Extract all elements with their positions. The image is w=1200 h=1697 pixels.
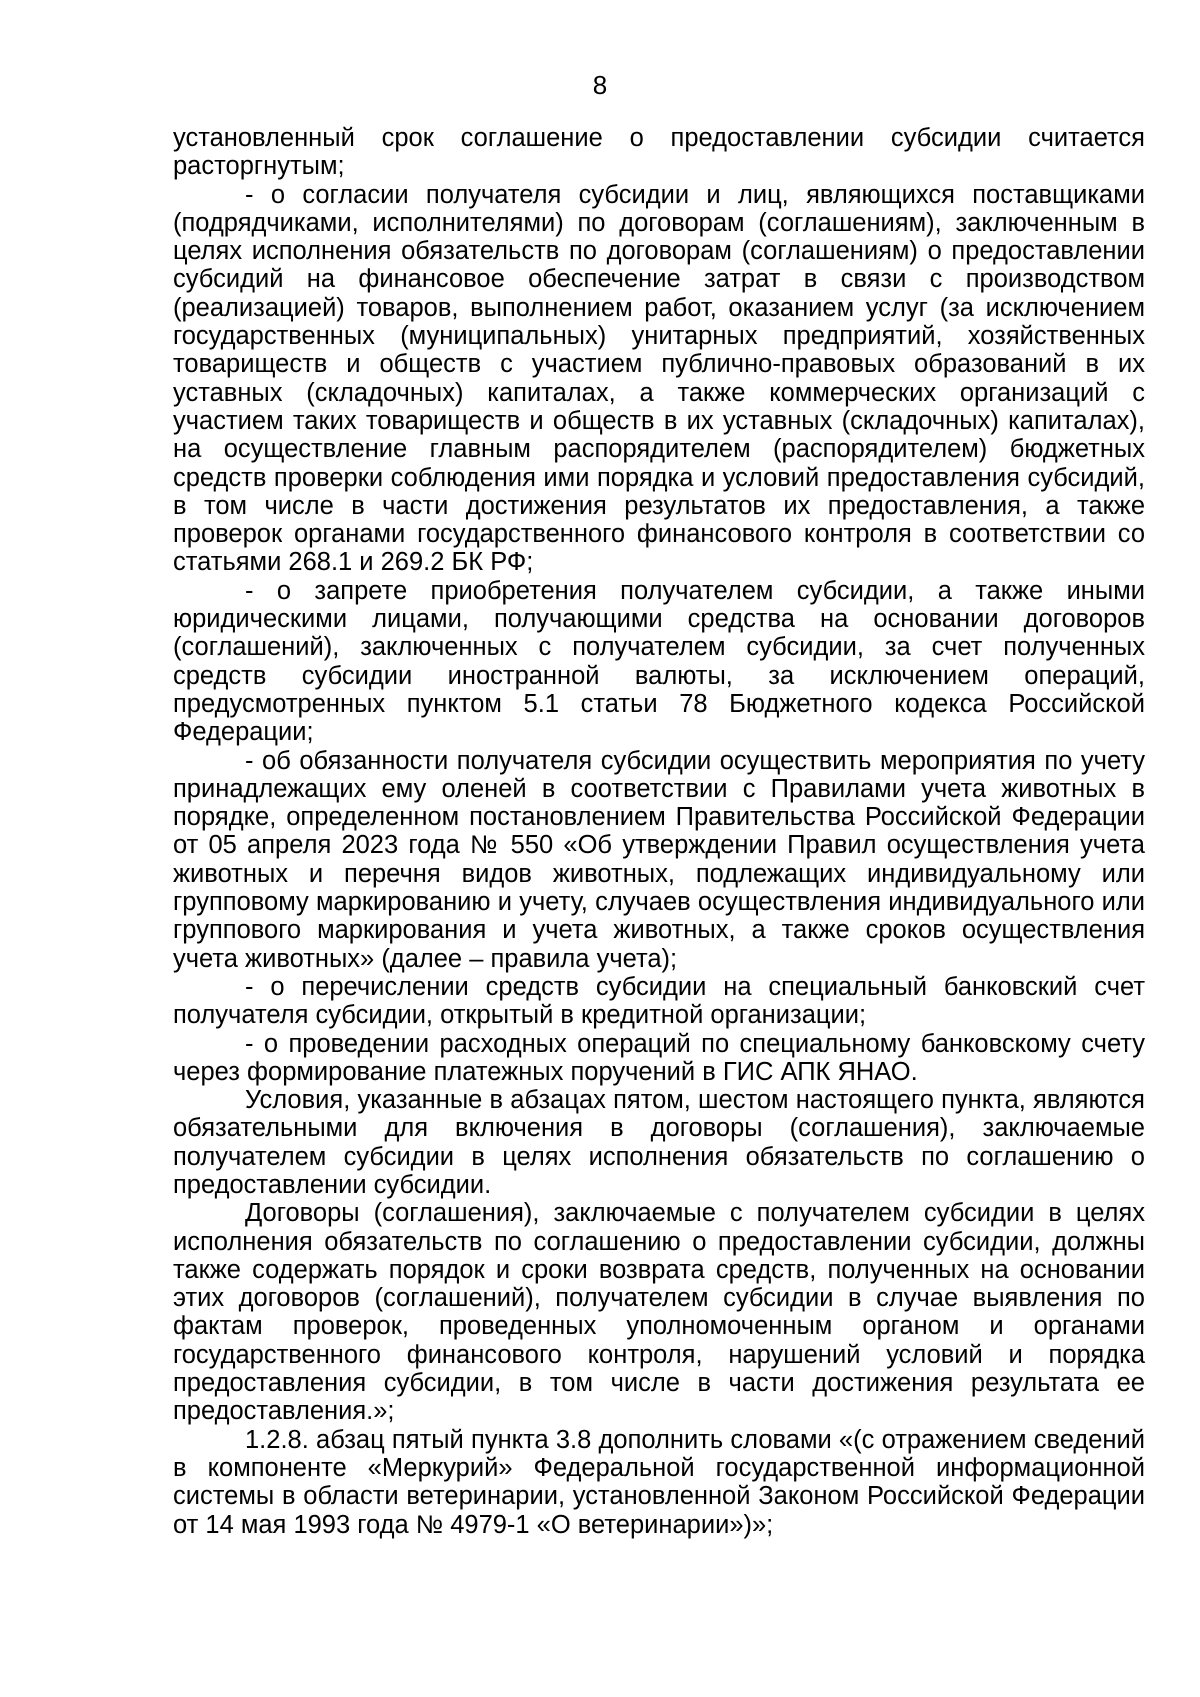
paragraph-contracts-refund: Договоры (соглашения), заключаемые с получателем субсидии в целях исполнения обязательств по соглашению о предоставлении субсидии, должны также содержать порядок и сроки возврата средств, полученных на основании этих договоров (соглашений), получателем субсидии в случае выявления по фактам проверок, проведенных уполномоченным органом и органами государственного финансового контроля, нарушений условий и порядка предоставления субсидии, в том числе в части достижения результата ее предоставления.»; xyxy=(173,1199,1145,1426)
paragraph-mandatory-conditions: Условия, указанные в абзацах пятом, шестом настоящего пункта, являются обязательными для включения в договоры (соглашения), заключаемые получателем субсидии в целях исполнения обязательств по соглашению о предоставлении субсидии. xyxy=(173,1086,1145,1199)
paragraph-animal-accounting: - об обязанности получателя субсидии осуществить мероприятия по учету принадлежащих ему оленей в соответствии с Правилами учета животных в порядке, определенном постановлением Правительства Российской Федерации от 05 апреля 2023 года № 550 «Об утверждении Правил осуществления учета животных и перечня видов животных, подлежащих индивидуальному или групповому маркированию и учету, случаев осуществления индивидуального или группового маркирования и учета животных, а также сроков осуществления учета животных» (далее – правила учета); xyxy=(173,746,1145,973)
paragraph-currency-prohibition: - о запрете приобретения получателем субсидии, а также иными юридическими лицами, получающими средства на основании договоров (соглашений), заключенных с получателем субсидии, за счет полученных средств субсидии иностранной валюты, за исключением операций, предусмотренных пунктом 5.1 статьи 78 Бюджетного кодекса Российской Федерации; xyxy=(173,576,1145,747)
paragraph-continuation: установленный срок соглашение о предоставлении субсидии считается расторгнутым; xyxy=(173,124,1145,181)
page-number: 8 xyxy=(592,70,608,100)
paragraph-special-account: - о перечислении средств субсидии на специальный банковский счет получателя субсидии, открытый в кредитной организации; xyxy=(173,972,1145,1030)
paragraph-item-1-2-8: 1.2.8. абзац пятый пункта 3.8 дополнить словами «(с отражением сведений в компоненте «Меркурий» Федеральной государственной информационной системы в области ветеринарии, установленной Законом Российской Федерации от 14 мая 1993 года № 4979-1 «О ветеринарии»)»; xyxy=(173,1425,1145,1539)
document-body xyxy=(173,124,1145,1539)
paragraph-expense-operations: - о проведении расходных операций по специальному банковскому счету через формирование платежных поручений в ГИС АПК ЯНАО. xyxy=(173,1029,1145,1086)
paragraph-consent-clause: - о согласии получателя субсидии и лиц, являющихся поставщиками (подрядчиками, исполнителями) по договорам (соглашениям), заключенным в целях исполнения обязательств по договорам (соглашениям) о предоставлении субсидий на финансовое обеспечение затрат в связи с производством (реализацией) товаров, выполнением работ, оказанием услуг (за исключением государственных (муниципальных) унитарных предприятий, хозяйственных товариществ и обществ с участием публично-правовых образований в их уставных (складочных) капиталах, а также коммерческих организаций с участием таких товариществ и обществ в их уставных (складочных) капиталах), на осуществление главным распорядителем (распорядителем) бюджетных средств проверки соблюдения ими порядка и условий предоставления субсидий, в том числе в части достижения результатов их предоставления, а также проверок органами государственного финансового контроля в соответствии со статьями 268.1 и 269.2 БК РФ; xyxy=(173,180,1145,577)
